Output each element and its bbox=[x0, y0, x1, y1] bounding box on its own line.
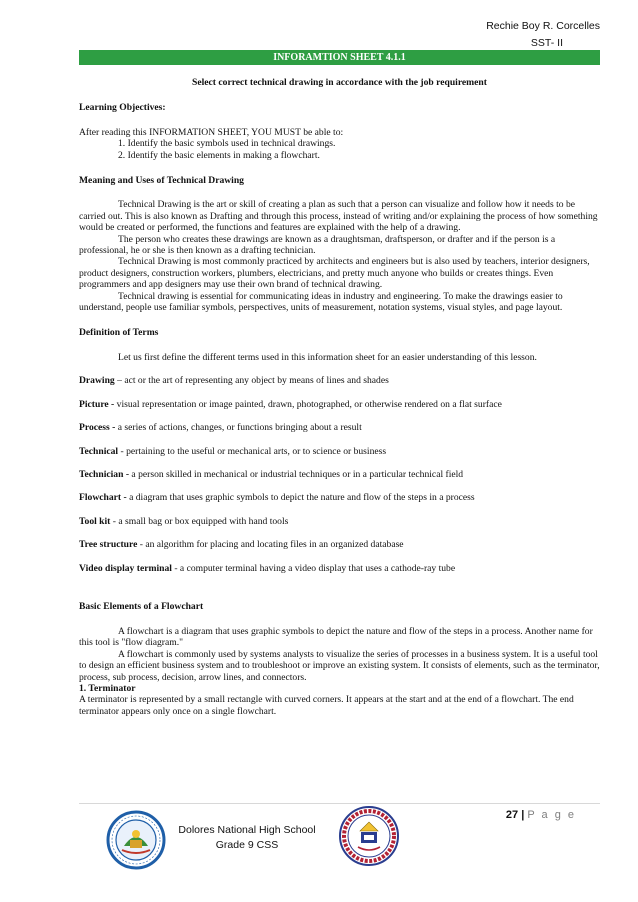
term-tree-structure bbox=[79, 539, 600, 550]
term-definition: visual representation or image painted, drawn, photographed, or otherwise rendered on a flat surface bbox=[114, 398, 502, 410]
info-sheet-banner: INFORAMTION SHEET 4.1.1 bbox=[79, 50, 600, 65]
document-body bbox=[79, 75, 600, 717]
terminator-heading: 1. Terminator bbox=[79, 682, 136, 694]
term-tool-kit bbox=[79, 516, 600, 527]
learning-objectives-heading: Learning Objectives: bbox=[79, 101, 166, 113]
term-definition: a series of actions, changes, or functions bringing about a result bbox=[115, 422, 362, 434]
meaning-paragraph-3: Technical Drawing is most commonly practiced by architects and engineers but is also used by teachers, interior designers, product designers, construction workers, plumbers, electricians, and pretty much anyone who builds or creates things. Even programmers and app designers may use their own brand of technical drawing. bbox=[79, 256, 590, 291]
term-definition: - a small bag or box equipped with hand tools bbox=[110, 515, 289, 527]
flowchart-paragraph-2: A flowchart is commonly used by systems analysts to visualize the series of processes in a business system. It is a useful tool to design an efficient business system and to troubleshoot or improve an existing system. It consists of elements, such as the terminator, process, sub process, decision, arrow lines, and connectors. bbox=[79, 648, 600, 683]
meaning-paragraph-4: Technical drawing is essential for communicating ideas in industry and engineering. To make the drawings easier to understand, people use familiar symbols, perspectives, units of measurement, notation systems, visual styles, and page layout. bbox=[79, 290, 563, 314]
page-number bbox=[506, 809, 576, 821]
definition-intro: Let us first define the different terms used in this information sheet for an easier understanding of this lesson. bbox=[118, 351, 537, 363]
objective-item-1: 1. Identify the basic symbols used in technical drawings. bbox=[118, 138, 336, 150]
terminator-text: A terminator is represented by a small rectangle with curved corners. It appears at the start and at the end of a flowchart. The end terminator appears only once on a single flowchart. bbox=[79, 694, 574, 717]
learning-objectives-intro: After reading this INFORMATION SHEET, YOU MUST be able to: bbox=[79, 126, 344, 138]
grade-label: Grade 9 CSS bbox=[215, 839, 279, 851]
term-label: Drawing bbox=[79, 375, 115, 387]
term-label: Tree structure bbox=[79, 539, 138, 551]
meaning-paragraph-2: The person who creates these drawings are known as a draughtsman, draftsperson, or drafter and if the person is a professional, he or she is then known as a drafting technician. bbox=[79, 233, 556, 257]
term-label: Video display terminal bbox=[79, 562, 172, 574]
footer-divider bbox=[79, 803, 600, 804]
meaning-heading: Meaning and Uses of Technical Drawing bbox=[79, 174, 244, 186]
term-picture bbox=[79, 399, 600, 410]
deped-seal-icon bbox=[338, 805, 400, 867]
term-label: Technical bbox=[79, 445, 119, 457]
term-definition: - pertaining to the useful or mechanical arts, or to science or business bbox=[118, 445, 387, 457]
author-name: Rechie Boy R. Corcelles bbox=[486, 20, 600, 32]
term-label: Picture - bbox=[79, 398, 115, 410]
section-code: SST- II bbox=[530, 37, 563, 49]
term-video-display-terminal bbox=[79, 563, 600, 574]
page-number-value: 27 bbox=[505, 809, 519, 821]
definition-heading: Definition of Terms bbox=[79, 327, 159, 338]
term-label: Technician - bbox=[79, 468, 130, 480]
term-process bbox=[79, 422, 600, 433]
flowchart-elements-heading: Basic Elements of a Flowchart bbox=[79, 600, 204, 612]
term-technician bbox=[79, 469, 600, 480]
term-definition: – act or the art of representing any object by means of lines and shades bbox=[114, 375, 389, 387]
term-definition: a person skilled in mechanical or industrial techniques or in a particular technical field bbox=[129, 468, 464, 480]
term-drawing bbox=[79, 375, 600, 386]
meaning-paragraph-1: Technical Drawing is the art or skill of creating a plan as such that a person can visualize and follow how it needs to be carried out. This is also known as Drafting and through this process, instead of writing and/or explaining the process of how something would be created or performed, the functions and features are explained with the help of a drawing. bbox=[79, 199, 598, 234]
term-definition: - a computer terminal having a video display that uses a cathode-ray tube bbox=[171, 562, 456, 574]
school-block bbox=[172, 823, 322, 853]
flowchart-paragraph-1: A flowchart is a diagram that uses graphic symbols to depict the nature and flow of the steps in a process. Another name for this tool is "flow diagram." bbox=[79, 625, 593, 649]
term-technical bbox=[79, 446, 600, 457]
school-name: Dolores National High School bbox=[178, 824, 316, 836]
term-label: Flowchart - bbox=[79, 492, 127, 504]
term-label: Tool kit bbox=[79, 515, 111, 527]
term-definition: - an algorithm for placing and locating files in an organized database bbox=[137, 539, 404, 551]
term-definition: a diagram that uses graphic symbols to depict the nature and flow of the steps in a process bbox=[126, 492, 475, 504]
dolores-nhs-seal-icon bbox=[106, 810, 166, 870]
objective-item-2: 2. Identify the basic elements in making a flowchart. bbox=[118, 149, 320, 161]
document-title: Select correct technical drawing in accordance with the job requirement bbox=[192, 77, 487, 88]
term-flowchart bbox=[79, 492, 600, 503]
term-label: Process - bbox=[79, 422, 116, 434]
page-word: P a g e bbox=[527, 809, 576, 821]
page-separator: | bbox=[521, 809, 525, 821]
